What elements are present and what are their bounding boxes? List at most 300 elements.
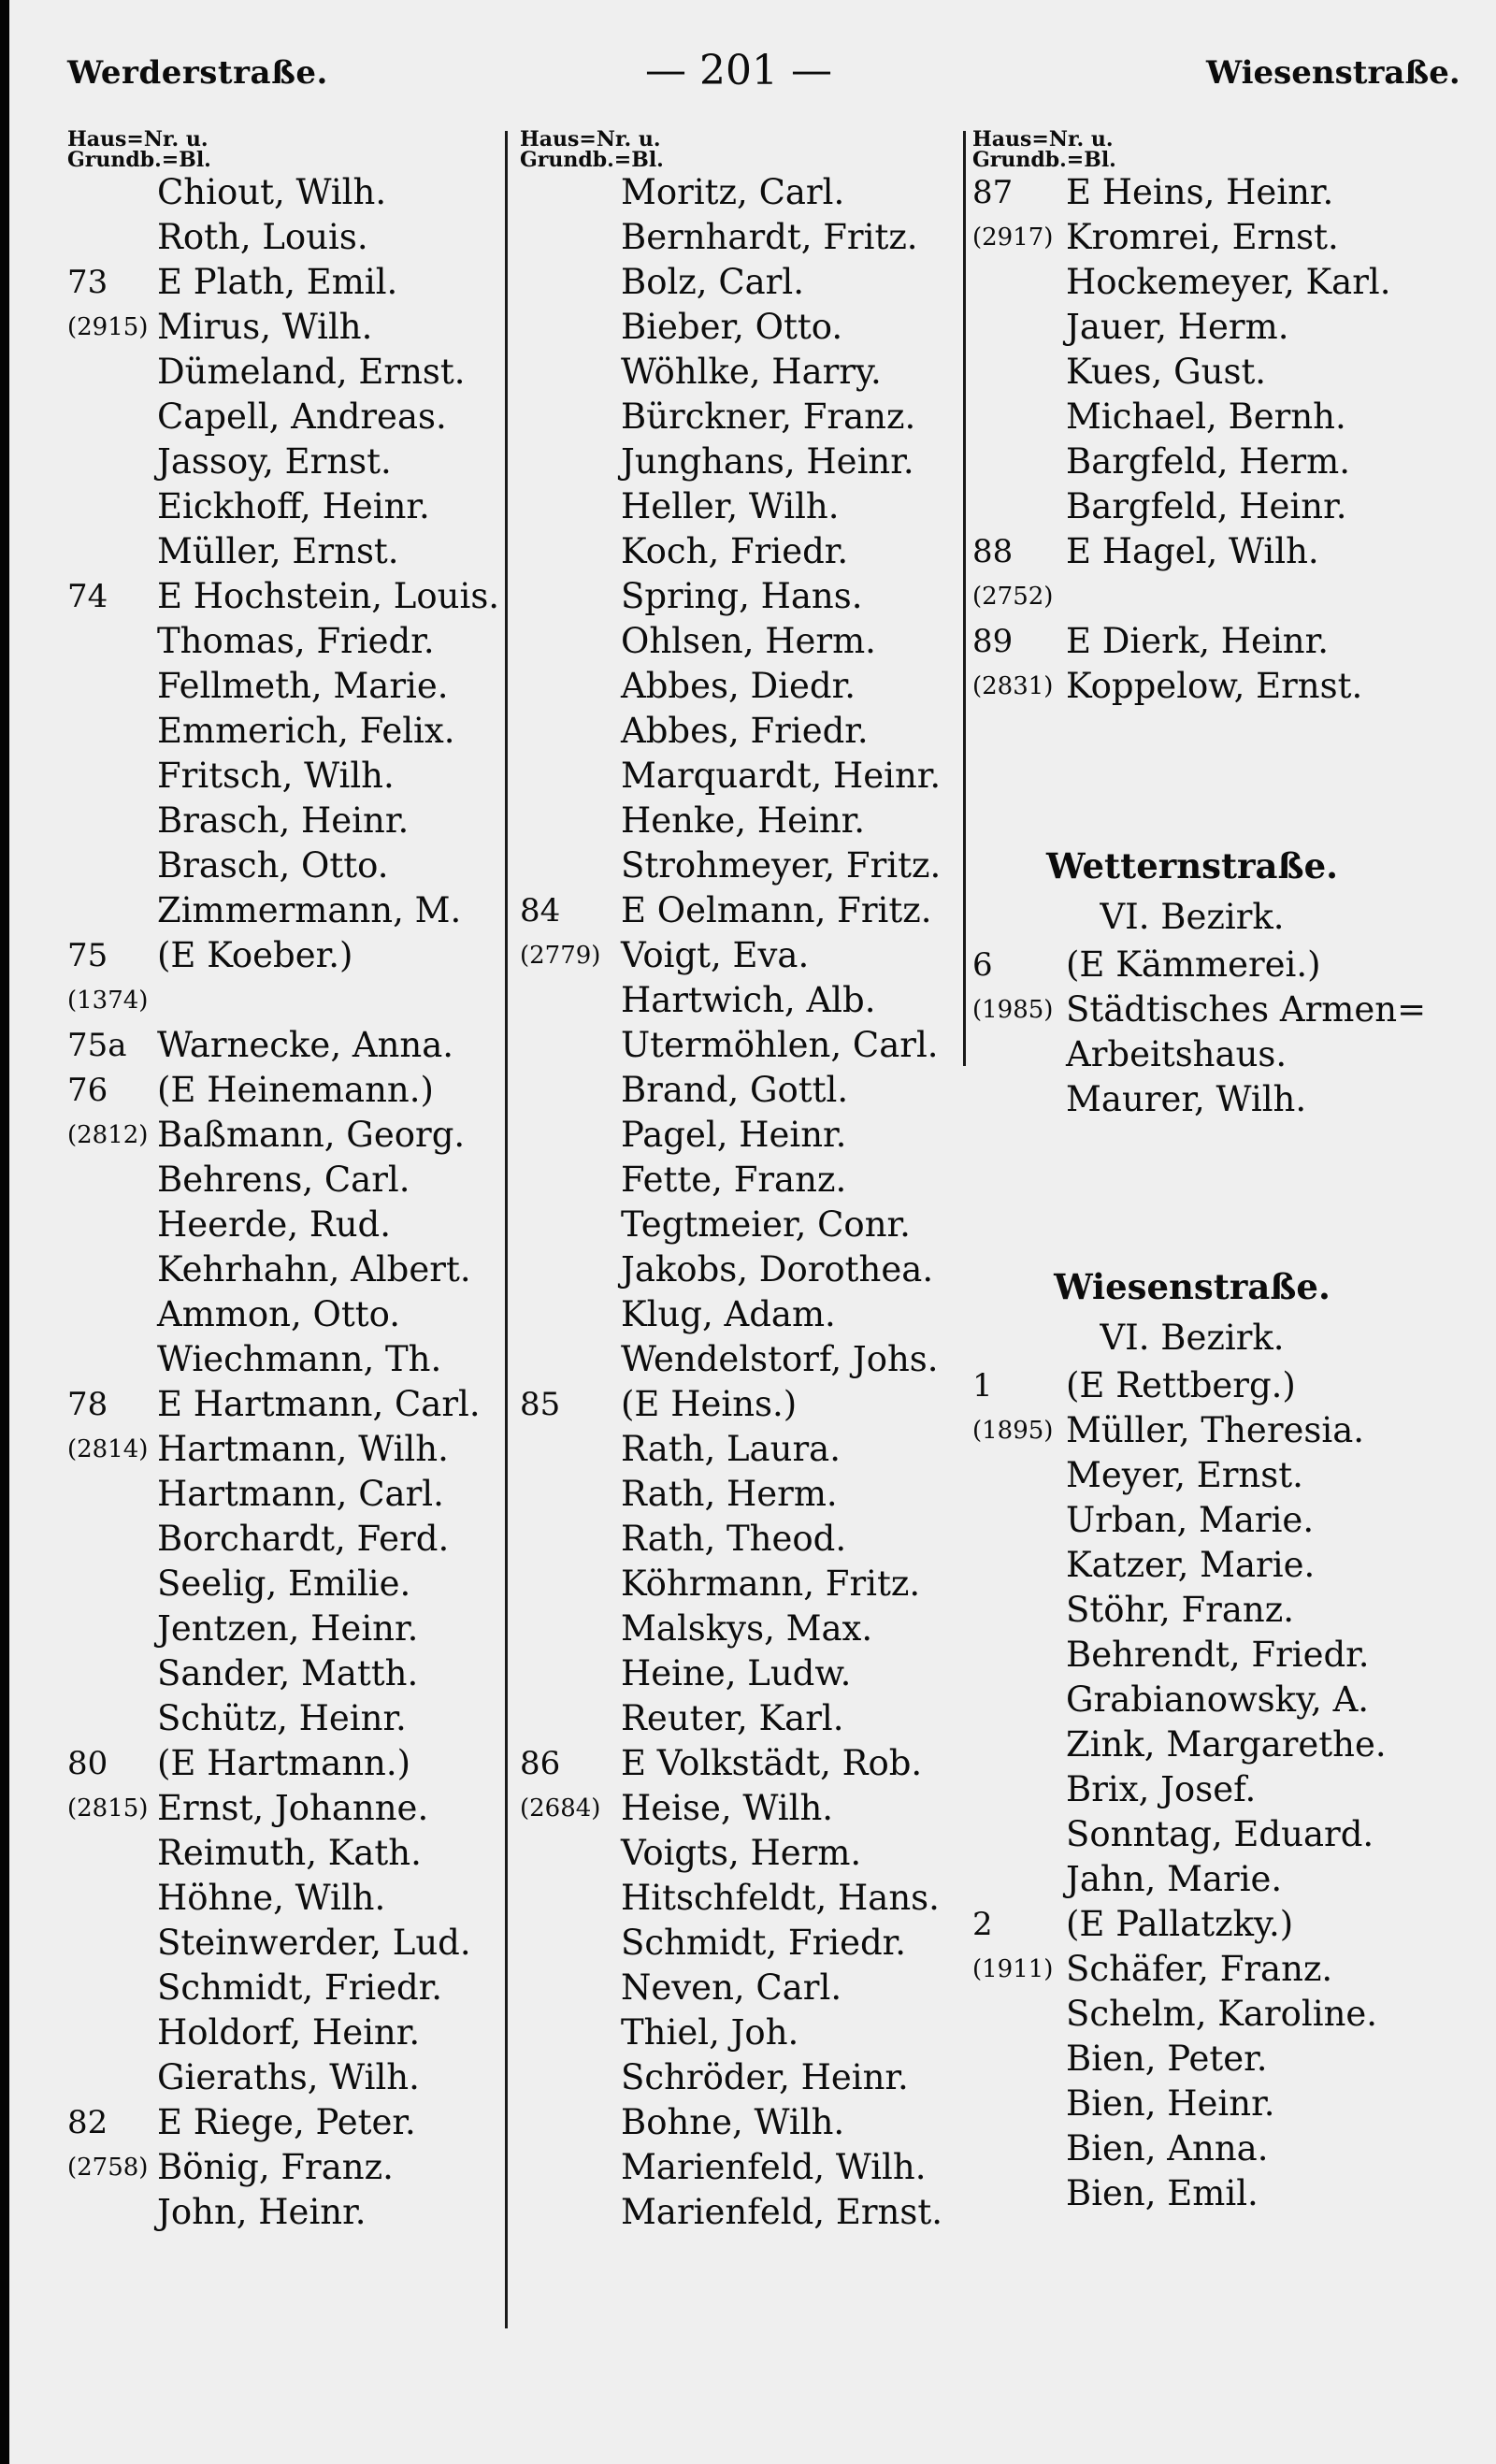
directory-row (67, 1696, 507, 1741)
directory-row (520, 1831, 959, 1876)
resident-entry: Gieraths, Wilh. (157, 2057, 420, 2097)
directory-row (520, 933, 959, 978)
directory-row (972, 215, 1412, 260)
resident-entry: Schäfer, Franz. (1066, 1949, 1333, 1989)
directory-row (520, 1696, 959, 1741)
resident-entry: Bürckner, Franz. (621, 396, 916, 437)
directory-row (67, 2100, 507, 2145)
directory-row (520, 1382, 959, 1427)
column-head (67, 129, 245, 170)
directory-row (972, 350, 1412, 395)
column-head-line2: Grundb.=Bl. (972, 148, 1116, 172)
house-number: 88 (972, 533, 1014, 570)
resident-entry: Brasch, Heinr. (157, 800, 410, 841)
directory-row (972, 1363, 1412, 1408)
section-title-wetternstrasse: Wetternstraße. (1045, 845, 1339, 886)
directory-row (67, 1113, 507, 1158)
resident-entry: Sonntag, Eduard. (1066, 1814, 1374, 1854)
resident-entry: Bönig, Franz. (157, 2147, 394, 2187)
directory-row (67, 1337, 507, 1382)
directory-row (67, 1966, 507, 2010)
house-number: (2752) (972, 583, 1054, 611)
directory-row (520, 1023, 959, 1068)
resident-entry: Kues, Gust. (1066, 352, 1267, 392)
house-number: 82 (67, 2104, 108, 2141)
directory-row (67, 574, 507, 619)
house-number: 75 (67, 937, 108, 974)
column-head (972, 129, 1150, 170)
directory-row (972, 1902, 1412, 1947)
resident-entry: Fette, Franz. (621, 1160, 847, 1200)
directory-row (67, 1023, 507, 1068)
directory-row (67, 215, 507, 260)
directory-row (972, 1722, 1412, 1767)
column-3 (972, 127, 1427, 2216)
resident-entry: Marienfeld, Wilh. (621, 2147, 927, 2187)
directory-row (520, 1966, 959, 2010)
directory-row (972, 1678, 1412, 1722)
resident-entry: Jentzen, Heinr. (157, 1608, 419, 1649)
resident-entry: Bargfeld, Heinr. (1066, 486, 1347, 526)
directory-row (972, 1453, 1412, 1498)
resident-entry: E Hochstein, Louis. (157, 576, 500, 616)
resident-entry: Klug, Adam. (621, 1294, 836, 1334)
resident-entry: Brand, Gottl. (621, 1070, 849, 1110)
resident-entry: Eickhoff, Heinr. (157, 486, 430, 526)
resident-entry: Stöhr, Franz. (1066, 1590, 1294, 1630)
directory-row (520, 2190, 959, 2235)
resident-entry: Jassoy, Ernst. (157, 441, 392, 482)
right-street-heading: Wiesenstraße. (1206, 54, 1460, 92)
resident-entry: Jauer, Herm. (1066, 307, 1289, 347)
resident-entry: Bargfeld, Herm. (1066, 441, 1350, 482)
directory-row (67, 1427, 507, 1472)
directory-row (520, 1472, 959, 1517)
resident-entry: Spring, Hans. (621, 576, 863, 616)
house-number: 2 (972, 1906, 993, 1943)
resident-entry: Seelig, Emilie. (157, 1563, 411, 1604)
resident-entry: Jahn, Marie. (1066, 1859, 1283, 1899)
directory-row (520, 1786, 959, 1831)
resident-entry: Ammon, Otto. (157, 1294, 400, 1334)
directory-row (67, 978, 507, 1023)
directory-row (520, 1292, 959, 1337)
directory-row (520, 2055, 959, 2100)
directory-row (520, 1517, 959, 1562)
resident-entry: Zink, Margarethe. (1066, 1724, 1387, 1765)
entry-list (972, 943, 1427, 1122)
directory-row (972, 1812, 1412, 1857)
resident-entry: Wöhlke, Harry. (621, 352, 882, 392)
resident-entry: (E Heins.) (621, 1384, 798, 1424)
directory-row (67, 799, 507, 843)
directory-row (67, 888, 507, 933)
resident-entry: Bien, Peter. (1066, 2039, 1268, 2079)
directory-row (520, 754, 959, 799)
resident-entry: Maurer, Wilh. (1066, 1079, 1307, 1119)
resident-entry: Bien, Emil. (1066, 2173, 1259, 2213)
resident-entry: Fritsch, Wilh. (157, 756, 395, 796)
directory-row (67, 2055, 507, 2100)
resident-entry: Urban, Marie. (1066, 1500, 1315, 1540)
directory-row (520, 215, 959, 260)
column-head-line2: Grundb.=Bl. (67, 148, 211, 172)
directory-row (67, 1517, 507, 1562)
directory-row (67, 260, 507, 305)
resident-entry: Behrens, Carl. (157, 1160, 410, 1200)
scan-edge (0, 0, 9, 2464)
district-label: VI. Bezirk. (1100, 897, 1285, 937)
resident-entry: Hartmann, Wilh. (157, 1429, 449, 1469)
entry-list (972, 170, 1412, 709)
directory-row (972, 1498, 1412, 1543)
directory-row (972, 170, 1412, 215)
directory-row (520, 619, 959, 664)
resident-entry: Steinwerder, Lud. (157, 1923, 471, 1963)
resident-entry: E Heins, Heinr. (1066, 172, 1334, 212)
directory-row (520, 1113, 959, 1158)
column-2 (520, 129, 959, 2235)
resident-entry: Michael, Bernh. (1066, 396, 1346, 437)
house-number: 73 (67, 264, 108, 301)
directory-row (67, 1651, 507, 1696)
resident-entry: Roth, Louis. (157, 217, 368, 257)
resident-entry: Schelm, Karoline. (1066, 1994, 1378, 2034)
directory-row (972, 484, 1412, 529)
resident-entry: E Oelmann, Fritz. (621, 890, 932, 930)
left-street-heading: Werderstraße. (67, 54, 328, 92)
resident-entry: (E Kämmerei.) (1066, 944, 1321, 985)
directory-row (67, 1382, 507, 1427)
resident-entry: Neven, Carl. (621, 1967, 842, 2008)
resident-entry: Heise, Wilh. (621, 1788, 834, 1828)
directory-row (67, 350, 507, 395)
directory-row (972, 439, 1412, 484)
directory-row (972, 1543, 1412, 1588)
directory-row (520, 664, 959, 709)
resident-entry: Thomas, Friedr. (157, 621, 435, 661)
house-number: (2779) (520, 942, 601, 970)
directory-row (67, 1562, 507, 1607)
resident-entry: Reuter, Karl. (621, 1698, 844, 1738)
resident-entry: Hockemeyer, Karl. (1066, 262, 1391, 302)
directory-row (520, 1203, 959, 1247)
resident-entry: Thiel, Joh. (621, 2012, 799, 2053)
resident-entry: Holdorf, Heinr. (157, 2012, 421, 2053)
resident-entry: Schröder, Heinr. (621, 2057, 909, 2097)
district-label: VI. Bezirk. (1100, 1318, 1285, 1358)
resident-entry: Henke, Heinr. (621, 800, 866, 841)
resident-entry: Bernhardt, Fritz. (621, 217, 918, 257)
directory-row (520, 260, 959, 305)
resident-entry: E Plath, Emil. (157, 262, 398, 302)
resident-entry: (E Pallatzky.) (1066, 1904, 1294, 1944)
house-number: 80 (67, 1745, 108, 1782)
directory-row (972, 1077, 1412, 1122)
resident-entry: Marquardt, Heinr. (621, 756, 942, 796)
resident-entry: Moritz, Carl. (621, 172, 845, 212)
directory-row (520, 170, 959, 215)
resident-entry: Bien, Anna. (1066, 2128, 1269, 2169)
house-number: 84 (520, 892, 561, 929)
directory-row (520, 1876, 959, 1921)
column-head (520, 129, 698, 170)
directory-row (67, 1158, 507, 1203)
resident-entry: Voigt, Eva. (621, 935, 810, 975)
directory-row (972, 1032, 1412, 1077)
resident-entry: Bolz, Carl. (621, 262, 804, 302)
directory-row (520, 978, 959, 1023)
house-number: (2917) (972, 223, 1054, 252)
directory-row (67, 2190, 507, 2235)
resident-entry: E Hagel, Wilh. (1066, 531, 1319, 571)
directory-row (520, 799, 959, 843)
house-number: (2814) (67, 1435, 149, 1463)
directory-row (972, 2126, 1412, 2171)
house-number: 6 (972, 946, 993, 984)
directory-row (67, 1247, 507, 1292)
house-number: (2812) (67, 1121, 149, 1149)
directory-row (972, 943, 1412, 987)
directory-row (972, 1857, 1412, 1902)
resident-entry: Rath, Laura. (621, 1429, 841, 1469)
resident-entry: Borchardt, Ferd. (157, 1519, 450, 1559)
directory-row (67, 170, 507, 215)
resident-entry: Zimmermann, M. (157, 890, 462, 930)
directory-row (67, 1203, 507, 1247)
directory-row (67, 1472, 507, 1517)
resident-entry: Abbes, Friedr. (621, 711, 869, 751)
directory-row (67, 2010, 507, 2055)
resident-entry: Wendelstorf, Johs. (621, 1339, 939, 1379)
directory-row (520, 1921, 959, 1966)
resident-entry: Arbeitshaus. (1066, 1034, 1287, 1074)
house-number: (2815) (67, 1794, 149, 1823)
section-title-wiesenstrasse: Wiesenstraße. (1054, 1266, 1331, 1307)
entry-list (67, 170, 507, 2235)
resident-entry: Städtisches Armen= (1066, 989, 1427, 1030)
resident-entry: (E Koeber.) (157, 935, 353, 975)
directory-row (972, 260, 1412, 305)
directory-row (972, 1992, 1412, 2037)
directory-row (972, 987, 1427, 1032)
directory-row (67, 2145, 507, 2190)
house-number: 86 (520, 1745, 561, 1782)
directory-row (67, 1068, 507, 1113)
directory-row (67, 754, 507, 799)
directory-row (972, 395, 1412, 439)
resident-entry: Kromrei, Ernst. (1066, 217, 1339, 257)
resident-entry: Rath, Herm. (621, 1474, 838, 1514)
resident-entry: Strohmeyer, Fritz. (621, 845, 942, 886)
directory-row (972, 529, 1412, 574)
resident-entry: Koppelow, Ernst. (1066, 666, 1363, 706)
resident-entry: Schmidt, Friedr. (157, 1967, 443, 2008)
directory-row (67, 1741, 507, 1786)
resident-entry: E Dierk, Heinr. (1066, 621, 1330, 661)
house-number: 75a (67, 1027, 127, 1064)
directory-row (67, 1292, 507, 1337)
directory-row (67, 843, 507, 888)
directory-row (520, 1651, 959, 1696)
directory-row (520, 350, 959, 395)
directory-row (67, 1831, 507, 1876)
resident-entry: (E Hartmann.) (157, 1743, 411, 1783)
house-number: (1911) (972, 1955, 1054, 1983)
resident-entry: Ohlsen, Herm. (621, 621, 876, 661)
directory-row (520, 2145, 959, 2190)
house-number: 1 (972, 1367, 993, 1405)
directory-row (972, 2171, 1412, 2216)
resident-entry: Emmerich, Felix. (157, 711, 455, 751)
resident-entry: Jakobs, Dorothea. (621, 1249, 934, 1290)
directory-row (67, 1786, 507, 1831)
resident-entry: Müller, Ernst. (157, 531, 399, 571)
house-number: (2831) (972, 672, 1054, 700)
resident-entry: Meyer, Ernst. (1066, 1455, 1303, 1495)
directory-row (520, 439, 959, 484)
resident-entry: Pagel, Heinr. (621, 1115, 847, 1155)
directory-row (972, 1408, 1412, 1453)
directory-row (972, 619, 1412, 664)
resident-entry: Köhrmann, Fritz. (621, 1563, 921, 1604)
directory-row (520, 574, 959, 619)
directory-row (972, 1767, 1412, 1812)
directory-row (67, 305, 507, 350)
directory-row (67, 709, 507, 754)
resident-entry: Ernst, Johanne. (157, 1788, 429, 1828)
resident-entry: Wiechmann, Th. (157, 1339, 442, 1379)
resident-entry: Brasch, Otto. (157, 845, 389, 886)
resident-entry: Bohne, Wilh. (621, 2102, 845, 2142)
house-number: 87 (972, 174, 1014, 211)
resident-entry: Katzer, Marie. (1066, 1545, 1316, 1585)
resident-entry: Baßmann, Georg. (157, 1115, 466, 1155)
resident-entry: Behrendt, Friedr. (1066, 1635, 1370, 1675)
directory-row (520, 395, 959, 439)
resident-entry: Heller, Wilh. (621, 486, 840, 526)
directory-row (520, 1068, 959, 1113)
directory-row (520, 1337, 959, 1382)
directory-row (67, 933, 507, 978)
directory-row (972, 305, 1412, 350)
resident-entry: Bien, Heinr. (1066, 2083, 1275, 2124)
directory-row (67, 395, 507, 439)
resident-entry: Fellmeth, Marie. (157, 666, 449, 706)
resident-entry: Sander, Matth. (157, 1653, 419, 1693)
resident-entry: Junghans, Heinr. (621, 441, 914, 482)
directory-row (67, 439, 507, 484)
directory-row (67, 664, 507, 709)
house-number: (2758) (67, 2154, 149, 2182)
resident-entry: E Riege, Peter. (157, 2102, 416, 2142)
column-head-line1: Haus=Nr. u. (972, 127, 1114, 151)
resident-entry: Heerde, Rud. (157, 1204, 391, 1245)
directory-row (67, 529, 507, 574)
resident-entry: Kehrhahn, Albert. (157, 1249, 471, 1290)
resident-entry: Hartmann, Carl. (157, 1474, 444, 1514)
resident-entry: Mirus, Wilh. (157, 307, 373, 347)
resident-entry: Hitschfeldt, Hans. (621, 1878, 940, 1918)
resident-entry: (E Rettberg.) (1066, 1365, 1296, 1405)
column-divider-2 (963, 131, 966, 1066)
directory-row (520, 1247, 959, 1292)
directory-row (520, 1741, 959, 1786)
directory-row (520, 888, 959, 933)
resident-entry: Warnecke, Anna. (157, 1025, 454, 1065)
page-number: — 201 — (645, 47, 832, 94)
resident-entry: Voigts, Herm. (621, 1833, 862, 1873)
directory-row (520, 529, 959, 574)
resident-entry: Schmidt, Friedr. (621, 1923, 907, 1963)
resident-entry: E Hartmann, Carl. (157, 1384, 481, 1424)
directory-row (520, 1158, 959, 1203)
house-number: 76 (67, 1072, 108, 1109)
directory-row (972, 664, 1412, 709)
resident-entry: Grabianowsky, A. (1066, 1679, 1370, 1720)
resident-entry: John, Heinr. (157, 2192, 367, 2232)
resident-entry: Höhne, Wilh. (157, 1878, 386, 1918)
resident-entry: Dümeland, Ernst. (157, 352, 466, 392)
house-number: 78 (67, 1386, 108, 1423)
column-head-line1: Haus=Nr. u. (67, 127, 209, 151)
directory-row (520, 305, 959, 350)
directory-row (520, 2010, 959, 2055)
resident-entry: Malskys, Max. (621, 1608, 873, 1649)
resident-entry: Koch, Friedr. (621, 531, 849, 571)
page-header (0, 47, 1496, 112)
column-head-line2: Grundb.=Bl. (520, 148, 664, 172)
resident-entry: Brix, Josef. (1066, 1769, 1257, 1809)
column-1 (67, 129, 507, 2235)
directory-row (972, 1633, 1412, 1678)
directory-row (67, 1607, 507, 1651)
column-divider-3 (963, 1038, 966, 1053)
directory-row (67, 1921, 507, 1966)
directory-row (520, 1427, 959, 1472)
entry-list (520, 170, 959, 2235)
directory-row (67, 484, 507, 529)
resident-entry: Reimuth, Kath. (157, 1833, 422, 1873)
resident-entry: Bieber, Otto. (621, 307, 843, 347)
house-number: (2915) (67, 313, 149, 341)
house-number: 74 (67, 578, 108, 615)
directory-row (972, 1588, 1412, 1633)
directory-row (520, 1607, 959, 1651)
directory-row (972, 1947, 1412, 1992)
column-head-line1: Haus=Nr. u. (520, 127, 661, 151)
resident-entry: Müller, Theresia. (1066, 1410, 1365, 1450)
resident-entry: E Volkstädt, Rob. (621, 1743, 923, 1783)
resident-entry: Chiout, Wilh. (157, 172, 387, 212)
resident-entry: Heine, Ludw. (621, 1653, 852, 1693)
directory-row (520, 1562, 959, 1607)
resident-entry: Abbes, Diedr. (621, 666, 856, 706)
resident-entry: Hartwich, Alb. (621, 980, 876, 1020)
directory-row (972, 574, 1412, 619)
resident-entry: Rath, Theod. (621, 1519, 847, 1559)
resident-entry: Capell, Andreas. (157, 396, 447, 437)
directory-row (972, 2037, 1412, 2082)
directory-row (520, 843, 959, 888)
directory-row (520, 2100, 959, 2145)
entry-list (972, 1363, 1412, 2216)
resident-entry: Utermöhlen, Carl. (621, 1025, 939, 1065)
resident-entry: Tegtmeier, Conr. (621, 1204, 911, 1245)
directory-row (67, 619, 507, 664)
directory-row (520, 484, 959, 529)
directory-row (972, 2082, 1412, 2126)
